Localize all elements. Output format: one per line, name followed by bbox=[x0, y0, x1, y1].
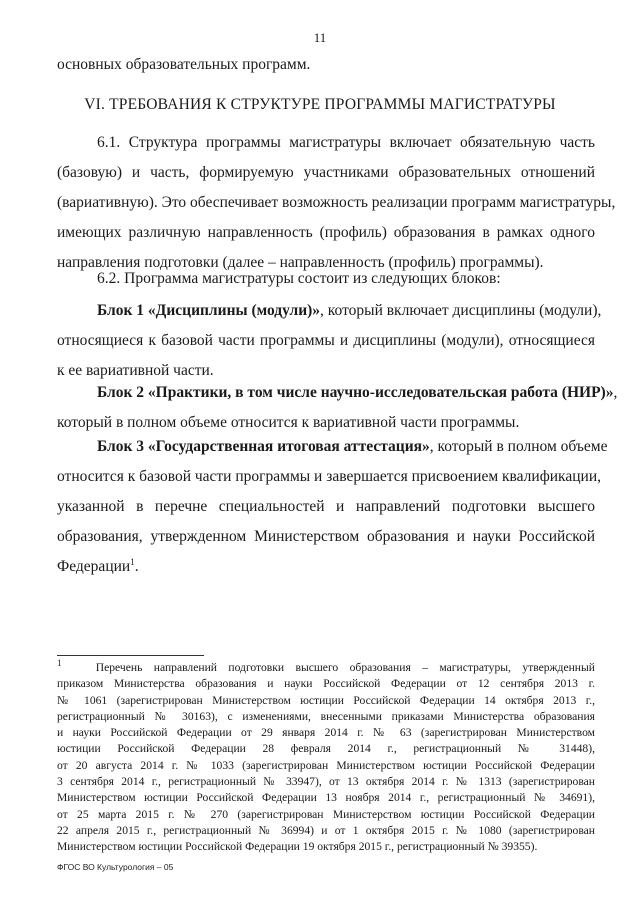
paragraph-6-1 bbox=[57, 128, 616, 278]
footnote-line: приказом Министерства образования и науки Российской Федерации от 12 сентября 2013 г. bbox=[57, 677, 595, 691]
paragraph-line: который в полном объеме относится к вариативной части программы. bbox=[57, 414, 520, 431]
paragraph-6-2 bbox=[57, 264, 595, 294]
footnote-marker: 1 bbox=[57, 658, 62, 669]
footnote-reference[interactable]: 1 bbox=[130, 556, 135, 567]
paragraph-line bbox=[57, 432, 608, 462]
block-3-period: . bbox=[134, 558, 139, 575]
paragraph-line: образования, утвержденном Министерством образования и науки Российской bbox=[57, 528, 595, 545]
block-1-title: Блок 1 «Дисциплины (модули)» bbox=[97, 302, 321, 319]
block-3-paragraph bbox=[57, 432, 608, 582]
paragraph-line bbox=[57, 552, 595, 582]
block-3-title: Блок 3 «Государственная итоговая аттестация» bbox=[97, 438, 430, 455]
footnote-line: 22 апреля 2015 г., регистрационный № 36994) и от 1 октября 2015 г. № 1080 (зарегистрирован bbox=[57, 823, 595, 837]
paragraph-line: (вариативную). Это обеспечивает возможность реализации программ магистратуры, bbox=[57, 194, 616, 211]
paragraph-line: указанной в перечне специальностей и направлений подготовки высшего bbox=[57, 498, 595, 515]
footnote-separator bbox=[57, 655, 204, 656]
paragraph-line: к ее вариативной части. bbox=[57, 362, 214, 379]
paragraph-line bbox=[57, 296, 602, 326]
footnote-line: регистрационный № 30163), с изменениями, внесенными приказами Министерства образования bbox=[57, 709, 595, 723]
paragraph-line: 6.2. Программа магистратуры состоит из следующих блоков: bbox=[97, 270, 501, 287]
footnote-line: и науки Российской Федерации от 29 января 2014 г. № 63 (зарегистрирован Министерством bbox=[57, 726, 595, 740]
footnote-line: Министерством юстиции Российской Федерации 19 октября 2015 г., регистрационный № 39355). bbox=[57, 840, 538, 854]
paragraph-line: относящиеся к базовой части программы и дисциплины (модули), относящиеся bbox=[57, 332, 595, 349]
page-number: 11 bbox=[313, 30, 327, 45]
footnote-line: № 1061 (зарегистрирован Министерством юстиции Российской Федерации 14 октября 2013 г., bbox=[57, 693, 595, 707]
section-heading: VI. ТРЕБОВАНИЯ К СТРУКТУРЕ ПРОГРАММЫ МАГИСТРАТУРЫ bbox=[84, 96, 556, 113]
footnote-line: Министерством юстиции Российской Федерации 13 ноября 2014 г., регистрационный № 34691), bbox=[57, 791, 595, 805]
paragraph-line: (базовую) и часть, формируемую участниками образовательных отношений bbox=[57, 164, 595, 181]
block-2-paragraph bbox=[57, 378, 618, 438]
block-1-text: , который включает дисциплины (модули), bbox=[320, 302, 602, 319]
footnote-line: от 20 августа 2014 г. № 1033 (зарегистрирован Министерством юстиции Российской Федерации bbox=[57, 758, 595, 772]
block-3-text: , который в полном объеме bbox=[429, 438, 608, 455]
carryover-line: основных образовательных программ. bbox=[57, 56, 311, 73]
paragraph-line: относится к базовой части программы и завершается присвоением квалификации, bbox=[57, 468, 601, 485]
paragraph-line bbox=[57, 378, 618, 408]
footnote bbox=[57, 660, 595, 856]
footnote-line: 3 сентября 2014 г., регистрационный № 33947), от 13 октября 2014 г. № 1313 (зарегистрирован bbox=[57, 775, 595, 789]
footnote-line: юстиции Российской Федерации 28 февраля 2014 г., регистрационный № 31448), bbox=[57, 742, 595, 756]
block-2-title: Блок 2 «Практики, в том числе научно-исследовательская работа (НИР)» bbox=[97, 384, 614, 401]
footer-document-code: ФГОС ВО Культурология – 05 bbox=[57, 862, 174, 872]
footnote-line bbox=[57, 660, 595, 676]
paragraph-line: имеющих различную направленность (профиль) образования в рамках одного bbox=[57, 224, 595, 241]
block-2-text: , bbox=[613, 384, 618, 401]
footnote-text: Перечень направлений подготовки высшего образования – магистратуры, утвержденный bbox=[95, 661, 596, 674]
block-1-paragraph bbox=[57, 296, 602, 386]
block-3-last-text: Федерации bbox=[57, 558, 131, 575]
footnote-line: от 25 марта 2015 г. № 270 (зарегистрирован Министерством юстиции Российской Федерации bbox=[57, 807, 595, 821]
paragraph-line: направления подготовки (далее – направленность (профиль) программы). bbox=[57, 254, 544, 271]
paragraph-line: 6.1. Структура программы магистратуры включает обязательную часть bbox=[97, 134, 595, 151]
